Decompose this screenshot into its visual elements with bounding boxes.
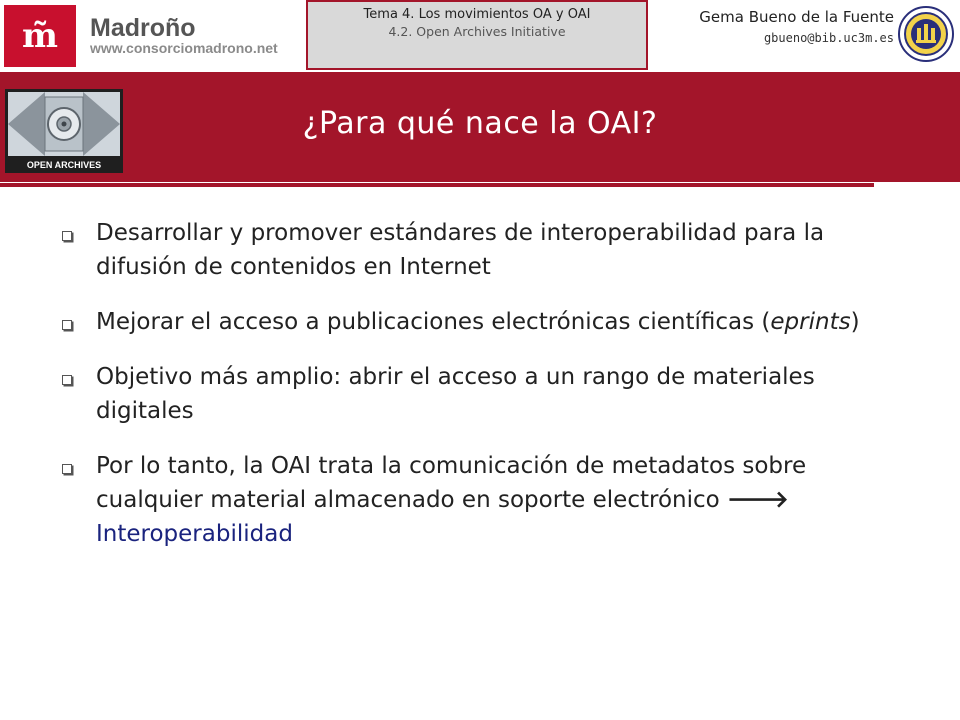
slide-header: [0, 0, 960, 72]
madrono-logo-glyph: m̃: [22, 16, 58, 56]
slide-title: ¿Para qué nace la OAI?: [302, 106, 658, 141]
topic-subtitle: 4.2. Open Archives Initiative: [388, 24, 566, 39]
consortium-name: Madroño: [90, 14, 196, 42]
right-arrow-icon: 🡒: [727, 487, 789, 513]
oa-logo-caption: OPEN ARCHIVES: [26, 160, 102, 170]
topic-title: Tema 4. Los movimientos OA y OAI: [363, 7, 591, 22]
title-divider: [0, 183, 874, 187]
square-bullet-icon: [62, 375, 72, 385]
university-seal-icon: [898, 6, 954, 62]
bullet-list: [62, 216, 902, 572]
bullet-text-after: ): [850, 309, 860, 335]
madrono-logo-icon: [4, 5, 76, 67]
bullet-item: [62, 449, 902, 551]
bullet-text: Mejorar el acceso a publicaciones electrónicas científicas (: [96, 309, 771, 335]
consortium-url: www.consorciomadrono.net: [90, 40, 278, 56]
author-name: Gema Bueno de la Fuente: [699, 8, 894, 26]
square-bullet-icon: [62, 231, 72, 241]
bullet-item: [62, 216, 902, 284]
bullet-text: Desarrollar y promover estándares de interoperabilidad para la difusión de contenidos en Internet: [96, 220, 825, 280]
author-email: gbueno@bib.uc3m.es: [763, 31, 894, 45]
interoperability-highlight: Interoperabilidad: [96, 521, 293, 547]
square-bullet-icon: [62, 320, 72, 330]
topic-box: [306, 0, 648, 70]
bullet-text: Objetivo más amplio: abrir el acceso a un rango de materiales digitales: [96, 364, 815, 424]
bullet-text: Por lo tanto, la OAI trata la comunicación de metadatos sobre cualquier material almacenado en soporte electrónico: [96, 453, 807, 513]
bullet-item: [62, 360, 902, 428]
bullet-emphasis: eprints: [770, 309, 851, 335]
square-bullet-icon: [62, 464, 72, 474]
bullet-item: [62, 305, 902, 339]
